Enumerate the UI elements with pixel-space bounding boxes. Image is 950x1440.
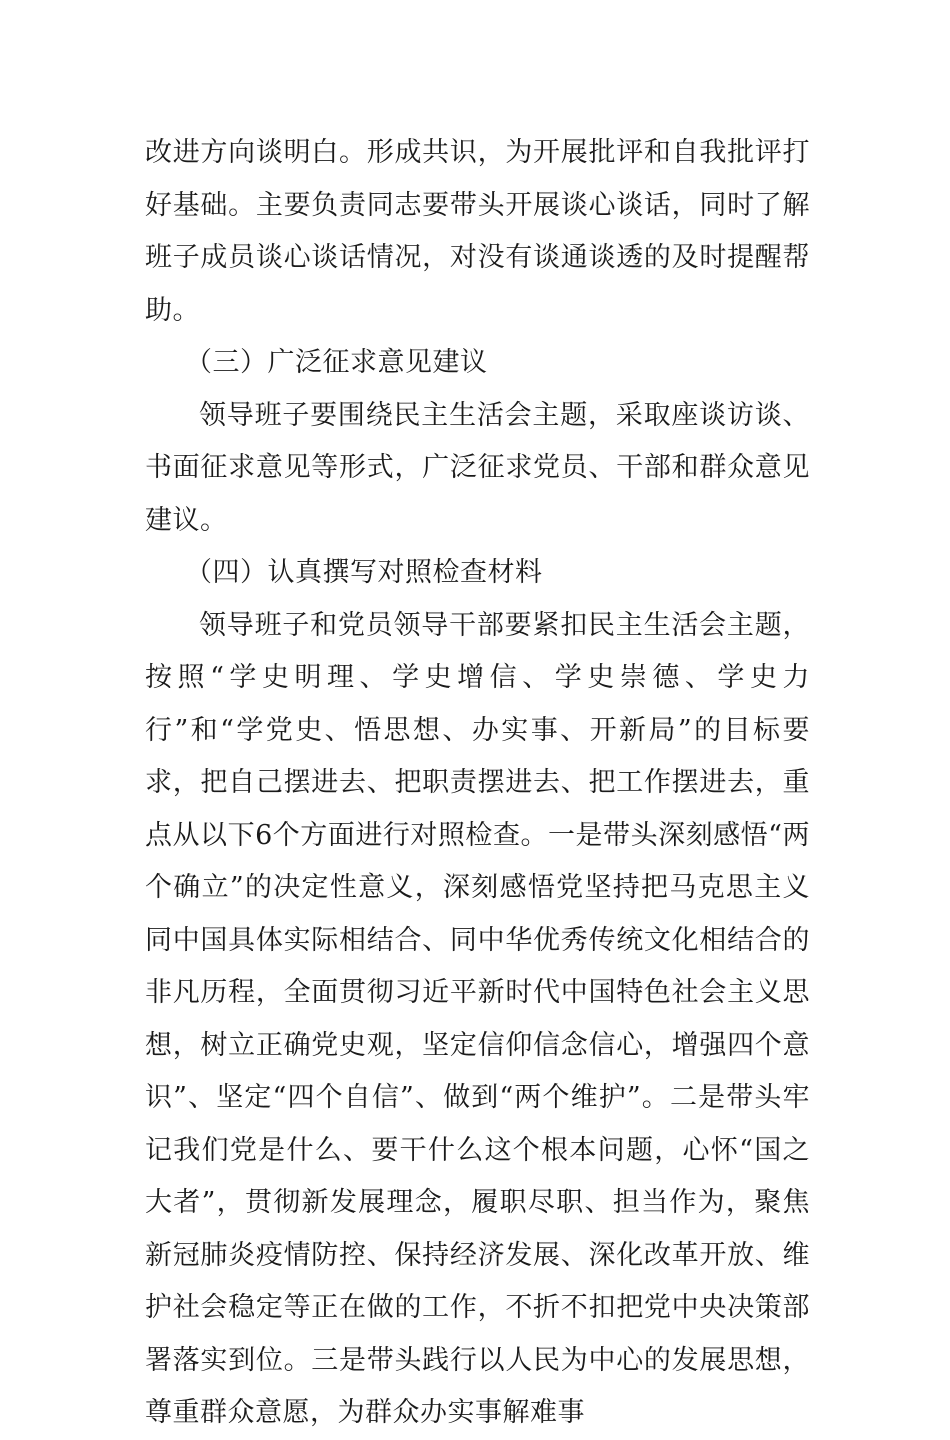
- paragraph-continued: 改进方向谈明白。形成共识，为开展批评和自我批评打好基础。主要负责同志要带头开展谈心谈话，同时了解班子成员谈心谈话情况，对没有谈通谈透的及时提醒帮助。: [145, 137, 810, 326]
- section-heading-3: （三）广泛征求意见建议: [185, 347, 488, 378]
- document-body: [145, 127, 810, 1440]
- paragraph-opinions: 领导班子要围绕民主生活会主题，采取座谈访谈、书面征求意见等形式，广泛征求党员、干部和群众意见建议。: [145, 399, 810, 536]
- paragraph-review-materials: 领导班子和党员领导干部要紧扣民主生活会主题，按照“学史明理、学史增信、学史崇德、学史力行”和“学党史、悟思想、办实事、开新局”的目标要求，把自己摆进去、把职责摆进去、把工作摆进去，重点从以下6个方面进行对照检查。一是带头深刻感悟“两个确立”的决定性意义，深刻感悟党坚持把马克思主义同中国具体实际相结合、同中华优秀传统文化相结合的非凡历程，全面贯彻习近平新时代中国特色社会主义思想，树立正确党史观，坚定信仰信念信心，增强四个意识”、坚定“四个自信”、做到“两个维护”。二是带头牢记我们党是什么、要干什么这个根本问题，心怀“国之大者”，贯彻新发展理念，履职尽职、担当作为，聚焦新冠肺炎疫情防控、保持经济发展、深化改革开放、维护社会稳定等正在做的工作，不折不扣把党中央决策部署落实到位。三是带头践行以人民为中心的发展思想，尊重群众意愿，为群众办实事解难事: [145, 609, 810, 1428]
- section-heading-4: （四）认真撰写对照检查材料: [185, 557, 543, 588]
